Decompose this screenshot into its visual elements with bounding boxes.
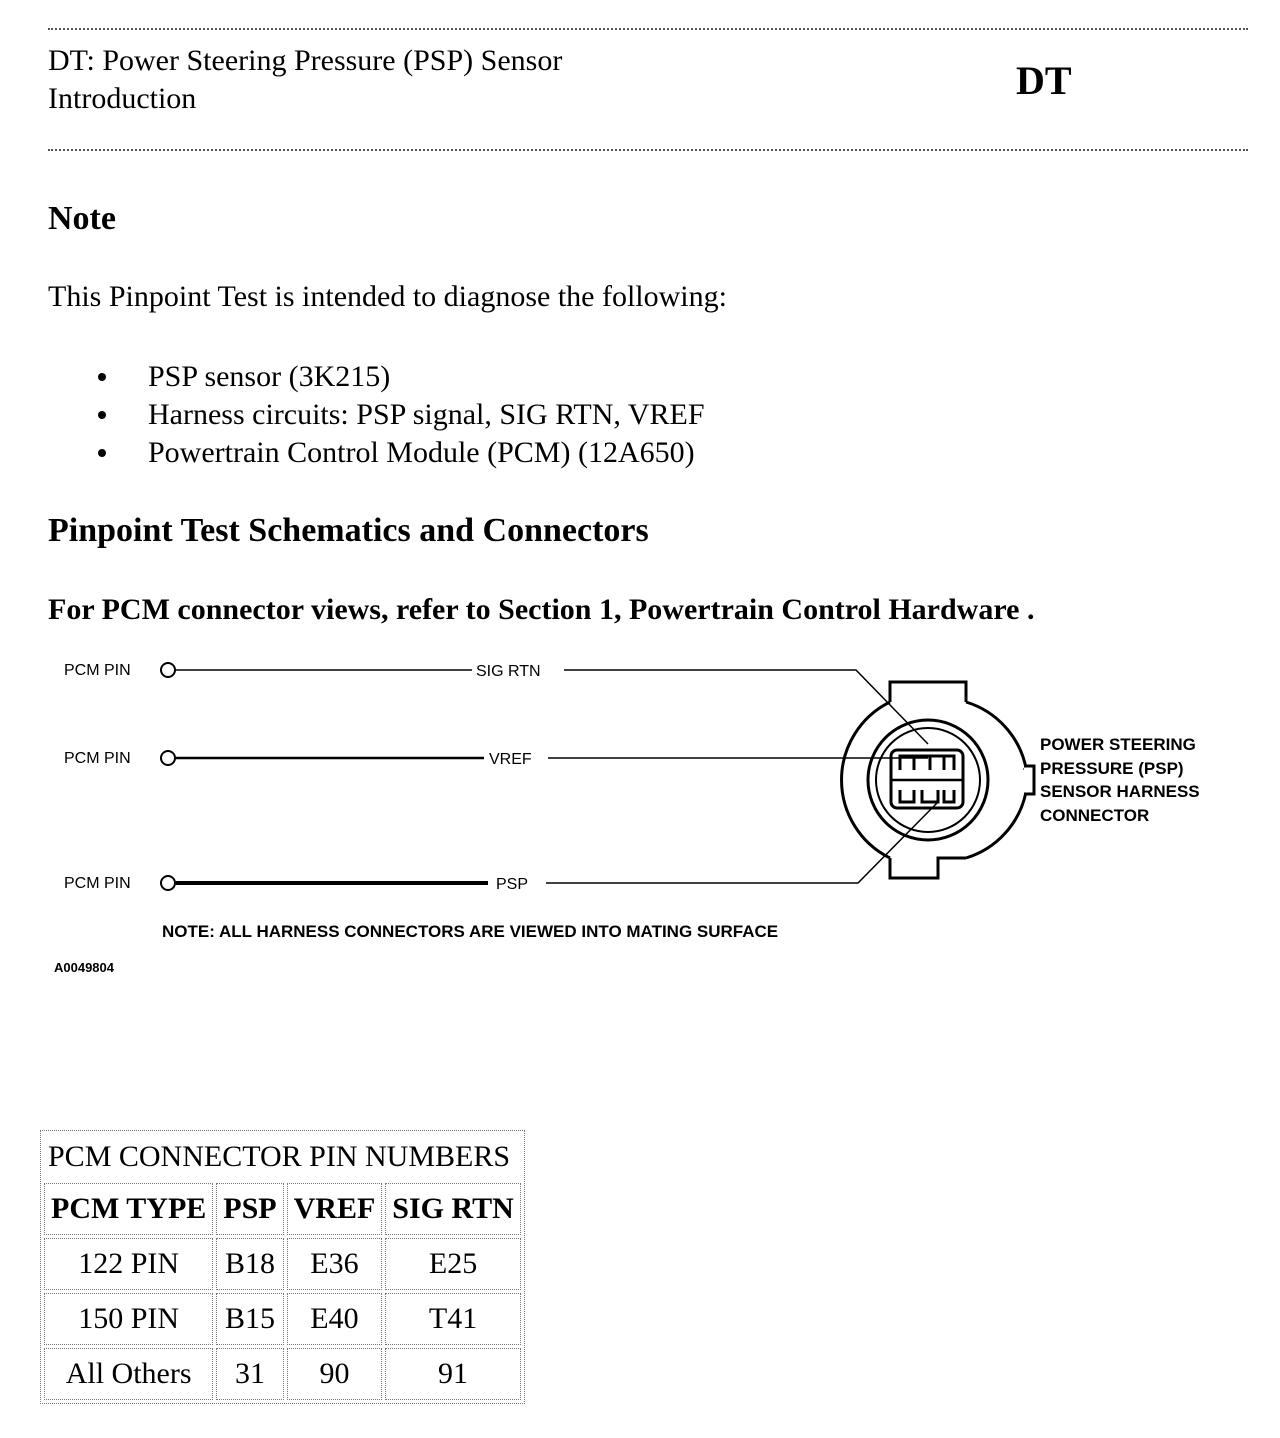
column-header: SIG RTN: [385, 1183, 520, 1235]
list-item: [96, 358, 705, 396]
header-rule: [48, 149, 1248, 151]
harness-connector-icon: [842, 682, 1026, 878]
wiring-schematic: [40, 640, 1260, 985]
pin-numbers-table: [40, 1130, 525, 1404]
table-cell: All Others: [44, 1348, 213, 1400]
column-header: VREF: [287, 1183, 383, 1235]
note-heading: Note: [48, 200, 116, 237]
schematics-heading: Pinpoint Test Schematics and Connectors: [48, 512, 649, 549]
bullet-icon: [98, 449, 106, 457]
circuit-label-vref: VREF: [489, 751, 532, 768]
note-intro: This Pinpoint Test is intended to diagnose the following:: [48, 280, 727, 313]
pcm-pin-label: PCM PIN: [64, 662, 131, 679]
connector-label-line: SENSOR HARNESS: [1040, 782, 1200, 801]
circuit-label-psp: PSP: [496, 876, 529, 893]
connector-label-line: POWER STEERING: [1040, 735, 1196, 754]
table-cell: 90: [287, 1348, 383, 1400]
wire-psp: [64, 802, 938, 893]
table-row: [44, 1348, 521, 1400]
wire-sig-rtn: [64, 662, 928, 744]
pin-terminal-icon: [161, 663, 175, 677]
table-cell: B15: [216, 1293, 283, 1345]
pin-terminal-icon: [161, 876, 175, 890]
title-line-2: Introduction: [48, 82, 197, 115]
connector-label-line: PRESSURE (PSP): [1040, 759, 1184, 778]
table-cell: E25: [385, 1238, 520, 1290]
table-cell: 122 PIN: [44, 1238, 213, 1290]
list-item-text: Powertrain Control Module (PCM) (12A650): [148, 436, 695, 469]
table-cell: T41: [385, 1293, 520, 1345]
pcm-pin-label: PCM PIN: [64, 750, 131, 767]
table-cell: 31: [216, 1348, 283, 1400]
column-header: PCM TYPE: [44, 1183, 213, 1235]
circuit-label-sig-rtn: SIG RTN: [476, 663, 541, 680]
pcm-pin-label: PCM PIN: [64, 875, 131, 892]
table-header-row: [44, 1183, 521, 1235]
list-item: [96, 396, 705, 434]
refer-text: For PCM connector views, refer to Section 1, Powertrain Control Hardware .: [48, 593, 1035, 626]
table-cell: 91: [385, 1348, 520, 1400]
pin-terminal-icon: [161, 751, 175, 765]
wire-vref: [64, 750, 928, 768]
table-cell: B18: [216, 1238, 283, 1290]
table-caption: PCM CONNECTOR PIN NUMBERS: [48, 1140, 511, 1173]
table-cell: 150 PIN: [44, 1293, 213, 1345]
table-caption-row: [44, 1134, 521, 1180]
bullet-icon: [98, 411, 106, 419]
page-title: [48, 42, 562, 118]
column-header: PSP: [216, 1183, 283, 1235]
list-item-text: PSP sensor (3K215): [148, 360, 391, 393]
list-item-text: Harness circuits: PSP signal, SIG RTN, VREF: [148, 398, 705, 431]
connector-label: [1040, 735, 1200, 825]
diagnose-list: [96, 358, 705, 472]
bullet-icon: [98, 373, 106, 381]
table-cell: E36: [287, 1238, 383, 1290]
top-rule: [48, 28, 1248, 30]
table-row: [44, 1238, 521, 1290]
list-item: [96, 434, 705, 472]
figure-id: A0049804: [54, 960, 114, 975]
diagram-note: NOTE: ALL HARNESS CONNECTORS ARE VIEWED INTO MATING SURFACE: [162, 922, 779, 941]
table-row: [44, 1293, 521, 1345]
title-line-1: DT: Power Steering Pressure (PSP) Sensor: [48, 44, 563, 77]
connector-label-line: CONNECTOR: [1040, 806, 1150, 825]
table-cell: E40: [287, 1293, 383, 1345]
section-code: DT: [1016, 58, 1072, 103]
